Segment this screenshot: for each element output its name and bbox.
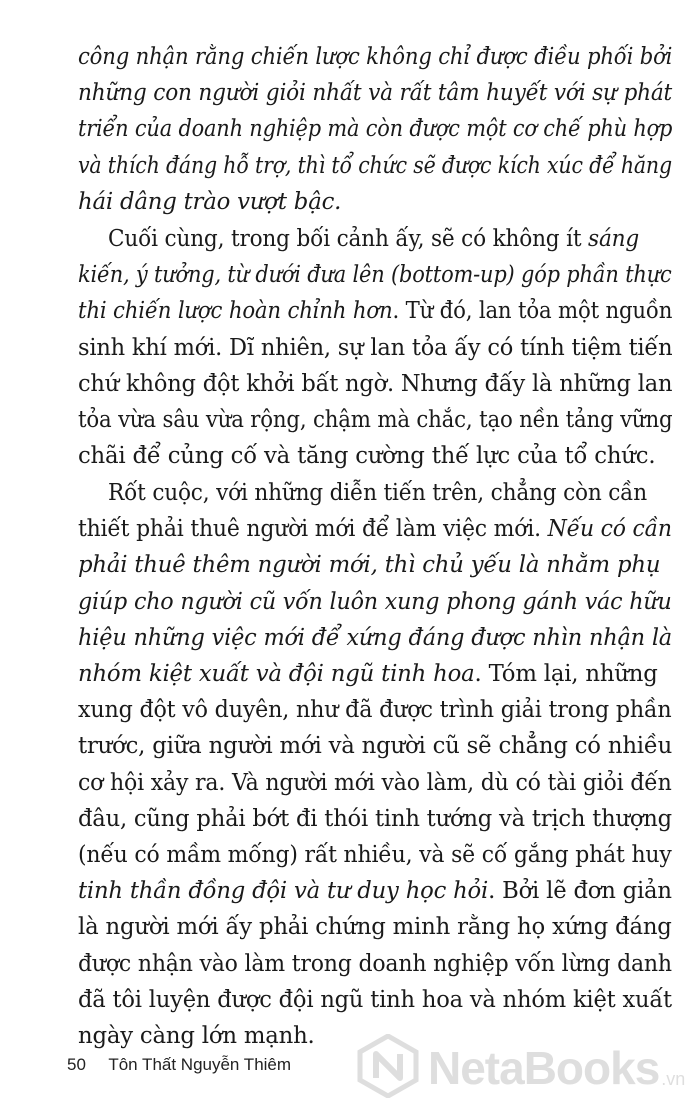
- text-line: [78, 621, 672, 655]
- text-run: Cuối cùng, trong bối cảnh ấy, sẽ có không ít: [108, 226, 589, 252]
- text-line: [78, 439, 672, 473]
- italic-text-run: thi chiến lược hoàn chỉnh hơn: [78, 298, 393, 325]
- text-line: [78, 693, 672, 727]
- text-run: tỏa vừa sâu vừa rộng, chậm mà chắc, tạo nền tảng vững: [78, 407, 673, 433]
- italic-text-run: tinh thần đồng đội và tư duy học hỏi: [78, 878, 489, 905]
- text-line: [78, 729, 672, 763]
- text-run: chãi để củng cố và tăng cường thế lực của tổ chức.: [78, 443, 656, 470]
- text-line: [108, 476, 672, 510]
- text-line: [78, 294, 673, 328]
- text-run: là người mới ấy phải chứng minh rằng họ xứng đáng: [78, 914, 672, 941]
- text-run: thiết phải thuê người mới để làm việc mới.: [78, 516, 548, 543]
- netabooks-n-logo-icon: [356, 1034, 420, 1102]
- text-line: [78, 512, 672, 546]
- page-number: 50: [67, 1055, 86, 1074]
- text-line: [78, 76, 673, 110]
- text-line: [78, 258, 672, 292]
- text-run: cơ hội xảy ra. Và người mới vào làm, dù có tài giỏi đến: [78, 769, 672, 796]
- italic-text-run: công nhận rằng chiến lược không chỉ được điều phối bởi: [78, 44, 673, 70]
- italic-text-run: sáng: [588, 226, 640, 252]
- italic-text-run: giúp cho người cũ vốn luôn xung phong gánh vác hữu: [78, 588, 672, 615]
- text-run: . Bởi lẽ đơn giản: [488, 878, 672, 905]
- text-line: [78, 838, 672, 872]
- text-run: được nhận vào làm trong doanh nghiệp vốn lừng danh: [78, 950, 672, 977]
- text-run: . Từ đó, lan tỏa một nguồn: [392, 298, 673, 325]
- text-run: xung đột vô duyên, như đã được trình giải trong phần: [78, 697, 672, 724]
- text-line: [78, 112, 673, 146]
- page-footer: [67, 1055, 291, 1075]
- text-run: (nếu có mầm mống) rất nhiều, và sẽ cố gắng phát huy: [78, 842, 672, 868]
- text-line: [78, 983, 672, 1017]
- text-line: [78, 585, 672, 619]
- text-run: trước, giữa người mới và người cũ sẽ chẳng có nhiều: [78, 733, 673, 760]
- text-run: Rốt cuộc, với những diễn tiến trên, chẳng còn cần: [108, 480, 647, 506]
- text-line: [78, 149, 672, 183]
- italic-text-run: triển của doanh nghiệp mà còn được một cơ chế phù hợp: [78, 116, 673, 143]
- text-line: [78, 185, 672, 219]
- text-line: [78, 331, 673, 365]
- text-run: chứ không đột khởi bất ngờ. Nhưng đấy là những lan: [78, 370, 673, 397]
- text-line: [78, 802, 672, 836]
- text-line: [78, 910, 672, 944]
- italic-text-run: hiệu những việc mới để xứng đáng được nhìn nhận là: [78, 624, 672, 651]
- text-line: [78, 947, 672, 981]
- watermark-tld: .vn: [661, 1069, 686, 1089]
- text-line: [108, 222, 672, 256]
- italic-text-run: phải thuê thêm người mới, thì chủ yếu là nhằm phụ: [78, 552, 661, 579]
- text-run: đã tôi luyện được đội ngũ tinh hoa và nhóm kiệt xuất: [78, 986, 672, 1013]
- italic-text-run: Nếu có cần: [547, 516, 672, 543]
- watermark-brand: NetaBooks: [428, 1042, 660, 1094]
- text-run: sinh khí mới. Dĩ nhiên, sự lan tỏa ấy có tính tiệm tiến: [78, 334, 673, 361]
- text-line: [78, 40, 673, 74]
- italic-text-run: hái dâng trào vượt bậc.: [78, 188, 342, 215]
- author-name: Tôn Thất Nguyễn Thiêm: [108, 1055, 292, 1074]
- text-line: [78, 766, 672, 800]
- text-line: [78, 367, 673, 401]
- italic-text-run: và thích đáng hỗ trợ, thì tổ chức sẽ được kích xúc để hăng: [78, 152, 672, 179]
- netabooks-watermark: [356, 1028, 696, 1108]
- text-line: [78, 874, 670, 908]
- text-line: [78, 403, 673, 437]
- italic-text-run: những con người giỏi nhất và rất tâm huyết với sự phát: [78, 80, 673, 107]
- italic-text-run: nhóm kiệt xuất và đội ngũ tinh hoa: [78, 661, 475, 687]
- text-line: [78, 657, 672, 691]
- text-run: đâu, cũng phải bớt đi thói tinh tướng và trịch thượng: [78, 805, 672, 832]
- text-run: ngày càng lớn mạnh.: [78, 1023, 315, 1049]
- italic-text-run: kiến, ý tưởng, từ dưới đưa lên (bottom-up) góp phần thực: [78, 262, 672, 289]
- text-run: . Tóm lại, những: [474, 661, 658, 687]
- text-line: [78, 548, 672, 582]
